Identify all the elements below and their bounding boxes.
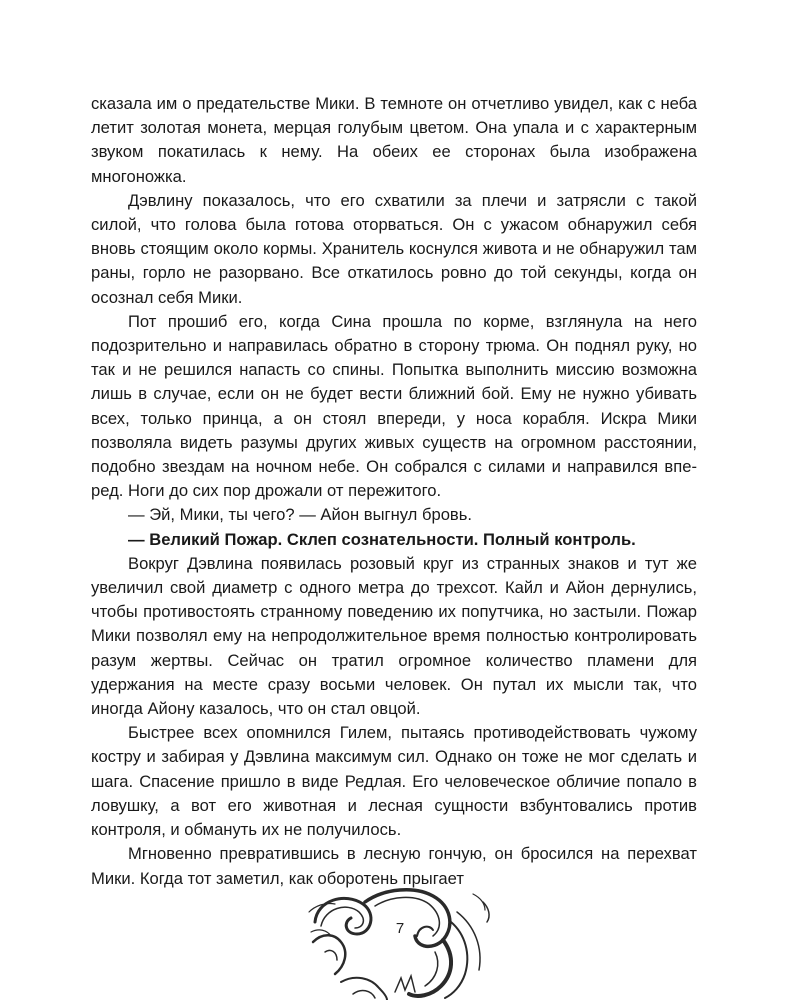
paragraph-1: сказала им о предательстве Мики. В темноте он отчетливо увидел, как с неба летит золотая монета, мерцая голубым цветом. Она упала и с характерным звуком покатилась к нему. На обеих ее сторонах была изображена многоножка. (91, 94, 697, 186)
paragraph-5: Быстрее всех опомнился Гилем, пытаясь противодействовать чужому костру и забирая у Дэвлина максимум сил. Однако он тоже не мог сделать и шага. Спасение пришло в виде Редлая. Его человеческое обличие попало в ловушку, а вот его животная и лесная сущности взбунтовались против контроля, и обмануть их не получилось. (91, 723, 697, 840)
page-body (91, 92, 697, 891)
paragraph-2: Дэвлину показалось, что его схватили за плечи и затрясли с такой силой, что голова была готова оторваться. Он с ужасом обнаружил себя вновь стоящим около кормы. Хранитель коснулся живота и не обнаружил там раны, горло не разорвано. Все откатилось ровно до той секунды, когда он осознал себя Мики. (91, 190, 697, 307)
paragraph-6: Мгновенно превратившись в лесную гончую, он бросился на перехват Мики. Когда тот заметил, как оборотень прыгает (91, 844, 697, 888)
dialogue-line-2: — Великий Пожар. Склеп сознательности. Полный контроль. (128, 529, 636, 549)
dialogue-line-1: — Эй, Мики, ты чего? — Айон выгнул бровь. (128, 505, 472, 525)
page-number: 7 (395, 920, 405, 937)
paragraph-3: Пот прошиб его, когда Сина прошла по корме, взглянула на него подозрительно и направилась обратно в сторону трюма. Он поднял руку, но так и не решился напасть со спины. Попытка выполнить миссию возможна лишь в случае, если он не будет вести ближний бой. Ему не нужно убивать всех, только принца, а он стоял впереди, у носа корабля. Искра Мики позволяла видеть разумы других живых существ на огромном расстоянии, подобно звездам на ночном небе. Он собрался с силами и направился вперед. Ноги до сих пор дрожали от пережитого. (91, 311, 697, 501)
wave-ornament-icon (305, 882, 495, 1000)
paragraph-4: Вокруг Дэвлина появилась розовый круг из странных знаков и тут же увеличил свой диаметр с одного метра до трехсот. Кайл и Айон дернулись, чтобы противостоять странному поведению их попутчика, но застыли. Пожар Мики позволял ему на непродолжительное время полностью контролировать разум жертвы. Сейчас он тратил огромное количество пламени для удержания на месте сразу восьми человек. Он путал их мысли так, что иногда Айону казалось, что он стал овцой. (91, 553, 697, 719)
page-ornament (305, 882, 495, 1000)
